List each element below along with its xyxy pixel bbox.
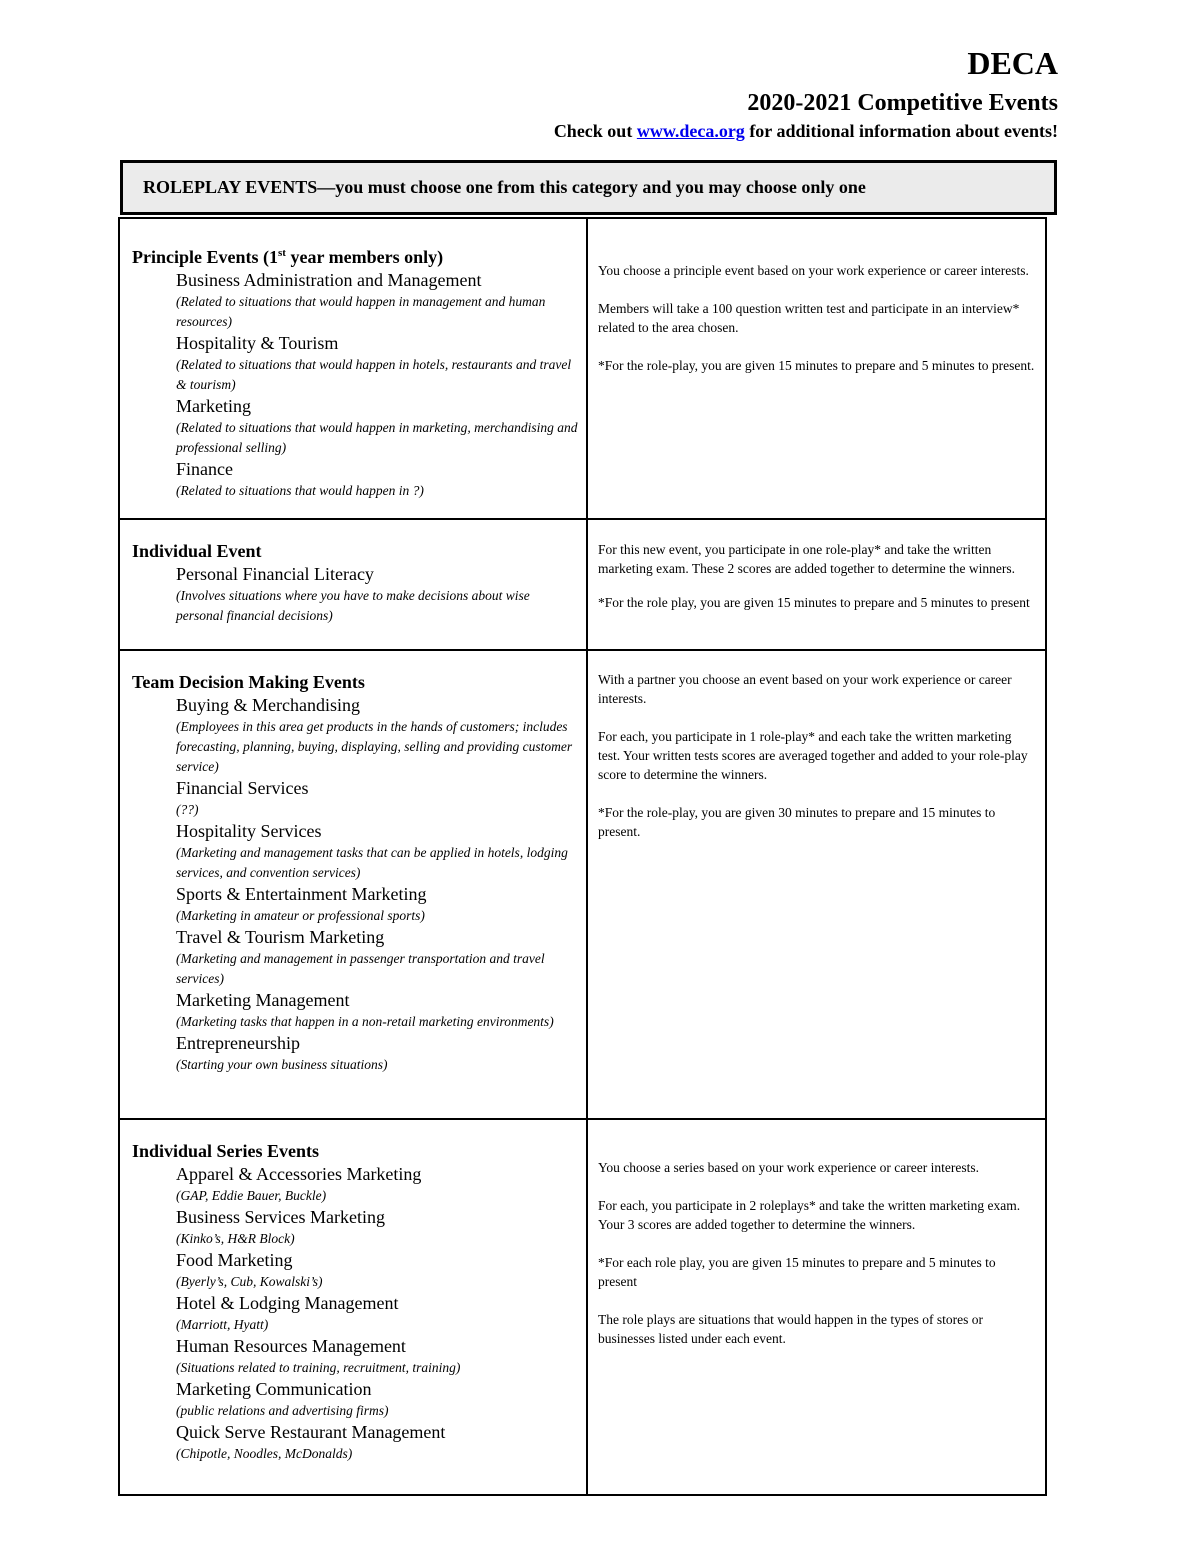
document-title: 2020-2021 Competitive Events: [747, 90, 1058, 116]
info-paragraph: *For each role play, you are given 15 minutes to prepare and 5 minutes to present: [598, 1255, 996, 1289]
event-name: Sports & Entertainment Marketing: [176, 884, 427, 904]
event-name: Food Marketing: [176, 1250, 293, 1270]
section-right-column: [588, 1120, 1045, 1494]
info-paragraph: Members will take a 100 question written test and participate in an interview* related to the area chosen.: [598, 301, 1020, 335]
info-paragraph: For each, you participate in 1 role-play* and each take the written marketing test. Your written tests scores are averaged together and added to your role-play score to determine the winners.: [598, 729, 1028, 782]
event-name: Buying & Merchandising: [176, 695, 360, 715]
event-description: (Situations related to training, recruitment, training): [176, 1360, 461, 1375]
event-description: (Related to situations that would happen in hotels, restaurants and travel & tourism): [176, 357, 572, 392]
event-description: (Marketing tasks that happen in a non-retail marketing environments): [176, 1014, 554, 1029]
event-name: Personal Financial Literacy: [176, 564, 374, 584]
event-description: (Employees in this area get products in the hands of customers; includes forecasting, planning, buying, displaying, selling and providing customer service): [176, 719, 573, 774]
event-name: Marketing Management: [176, 990, 350, 1010]
event-name: Hospitality Services: [176, 821, 322, 841]
section-principle-events: [118, 217, 1047, 520]
event-list: [132, 1163, 578, 1464]
info-paragraph: The role plays are situations that would happen in the types of stores or businesses listed under each event.: [598, 1312, 984, 1346]
event-name: Entrepreneurship: [176, 1033, 300, 1053]
event-description: (Marketing and management tasks that can be applied in hotels, lodging services, and convention services): [176, 845, 568, 880]
info-paragraph: For each, you participate in 2 roleplays* and take the written marketing exam. Your 3 scores are added together to determine the winners.: [598, 1198, 1021, 1232]
event-description: (Kinko’s, H&R Block): [176, 1231, 295, 1246]
info-suffix: for additional information about events!: [749, 121, 1058, 141]
event-description: (Chipotle, Noodles, McDonalds): [176, 1446, 353, 1461]
section-title: Individual Series Events: [132, 1141, 320, 1161]
section-left-column: [120, 520, 588, 649]
event-name: Marketing Communication: [176, 1379, 372, 1399]
event-name: Apparel & Accessories Marketing: [176, 1164, 422, 1184]
event-description: (Starting your own business situations): [176, 1057, 388, 1072]
info-paragraph: *For the role-play, you are given 15 minutes to prepare and 5 minutes to present.: [598, 358, 1035, 373]
section-left-column: [120, 651, 588, 1118]
event-list: [132, 694, 578, 1075]
section-title: Individual Event: [132, 541, 262, 561]
section-title: Team Decision Making Events: [132, 672, 365, 692]
event-description: (GAP, Eddie Bauer, Buckle): [176, 1188, 327, 1203]
event-name: Hotel & Lodging Management: [176, 1293, 399, 1313]
info-prefix: Check out: [553, 121, 633, 141]
info-paragraph: For this new event, you participate in one role-play* and take the written marketing exam. These 2 scores are added together to determine the winners.: [598, 542, 1015, 576]
event-name: Finance: [176, 459, 233, 479]
event-description: (Byerly’s, Cub, Kowalski’s): [176, 1274, 323, 1289]
document-header: [554, 40, 1058, 144]
section-left-column: [120, 1120, 588, 1494]
section-right-column: [588, 651, 1045, 1118]
info-paragraph: With a partner you choose an event based on your work experience or career interests.: [598, 672, 1012, 706]
org-name: DECA: [967, 45, 1058, 81]
section-left-column: [120, 219, 588, 518]
event-description: (Marketing and management in passenger transportation and travel services): [176, 951, 545, 986]
event-description: (Related to situations that would happen in management and human resources): [176, 294, 546, 329]
event-description: (Marketing in amateur or professional sports): [176, 908, 425, 923]
event-name: Hospitality & Tourism: [176, 333, 339, 353]
info-paragraph: You choose a principle event based on your work experience or career interests.: [598, 263, 1029, 278]
event-name: Travel & Tourism Marketing: [176, 927, 385, 947]
section-right-column: [588, 520, 1045, 649]
section-title: Principle Events (1st year members only): [132, 247, 444, 267]
event-description: (Involves situations where you have to make decisions about wise personal financial decisions): [176, 588, 530, 623]
deca-website-link[interactable]: www.deca.org: [636, 121, 745, 141]
event-name: Financial Services: [176, 778, 309, 798]
info-paragraph: *For the role-play, you are given 30 minutes to prepare and 15 minutes to present.: [598, 805, 996, 839]
event-name: Business Administration and Management: [176, 270, 482, 290]
event-name: Human Resources Management: [176, 1336, 406, 1356]
info-paragraph: You choose a series based on your work experience or career interests.: [598, 1160, 979, 1175]
category-banner: ROLEPLAY EVENTS—you must choose one from this category and you may choose only one: [120, 160, 1057, 215]
event-name: Quick Serve Restaurant Management: [176, 1422, 446, 1442]
section-team-decision-making: [118, 651, 1047, 1120]
event-description: (??): [176, 802, 199, 817]
event-description: (Related to situations that would happen in marketing, merchandising and professional selling): [176, 420, 578, 455]
info-paragraph: *For the role play, you are given 15 minutes to prepare and 5 minutes to present: [598, 595, 1030, 610]
section-right-column: [588, 219, 1045, 518]
section-individual-series: [118, 1120, 1047, 1496]
info-line: [554, 118, 1058, 144]
event-name: Business Services Marketing: [176, 1207, 385, 1227]
event-list: [132, 269, 578, 501]
event-name: Marketing: [176, 396, 251, 416]
section-individual-event: [118, 520, 1047, 651]
event-description: (public relations and advertising firms): [176, 1403, 389, 1418]
event-description: (Related to situations that would happen in ?): [176, 483, 424, 498]
event-list: [132, 563, 578, 626]
event-description: (Marriott, Hyatt): [176, 1317, 269, 1332]
